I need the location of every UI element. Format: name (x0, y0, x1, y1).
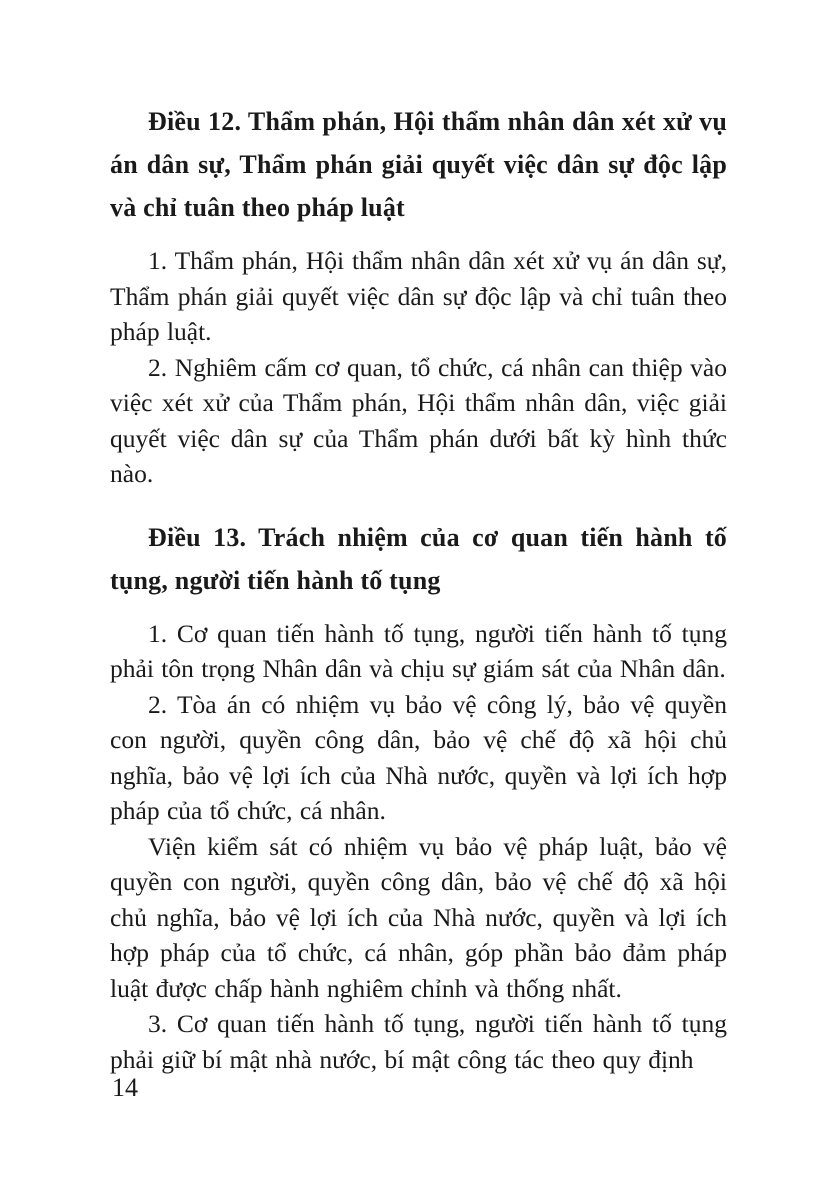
article-paragraph: 1. Thẩm phán, Hội thẩm nhân dân xét xử vụ án dân sự, Thẩm phán giải quyết việc dân sự độc lập và chỉ tuân theo pháp luật. (110, 246, 727, 346)
article-paragraph: 1. Cơ quan tiến hành tố tụng, người tiến hành tố tụng phải tôn trọng Nhân dân và chịu sự giám sát của Nhân dân. (110, 618, 727, 683)
article-paragraph: 2. Tòa án có nhiệm vụ bảo vệ công lý, bảo vệ quyền con người, quyền công dân, bảo vệ chế độ xã hội chủ nghĩa, bảo vệ lợi ích của Nhà nước, quyền và lợi ích hợp pháp của tổ chức, cá nhân. (110, 689, 727, 825)
article-paragraph: 3. Cơ quan tiến hành tố tụng, người tiến hành tố tụng phải giữ bí mật nhà nước, bí mật công tác theo quy định (110, 1009, 727, 1074)
article-paragraph: 2. Nghiêm cấm cơ quan, tổ chức, cá nhân can thiệp vào việc xét xử của Thẩm phán, Hội thẩm nhân dân, việc giải quyết việc dân sự của Thẩm phán dưới bất kỳ hình thức nào. (110, 352, 727, 488)
article-section (110, 516, 727, 1078)
article-heading: Điều 12. Thẩm phán, Hội thẩm nhân dân xét xử vụ án dân sự, Thẩm phán giải quyết việc dân sự độc lập và chỉ tuân theo pháp luật (110, 107, 727, 222)
article-paragraph: Viện kiểm sát có nhiệm vụ bảo vệ pháp luật, bảo vệ quyền con người, quyền công dân, bảo vệ chế độ xã hội chủ nghĩa, bảo vệ lợi ích của Nhà nước, quyền và lợi ích hợp pháp của tổ chức, cá nhân, góp phần bảo đảm pháp luật được chấp hành nghiêm chỉnh và thống nhất. (110, 831, 727, 1003)
article-heading: Điều 13. Trách nhiệm của cơ quan tiến hành tố tụng, người tiến hành tố tụng (110, 522, 727, 595)
article-section (110, 100, 727, 492)
page-body (110, 100, 727, 1077)
page-number: 14 (112, 1073, 138, 1102)
